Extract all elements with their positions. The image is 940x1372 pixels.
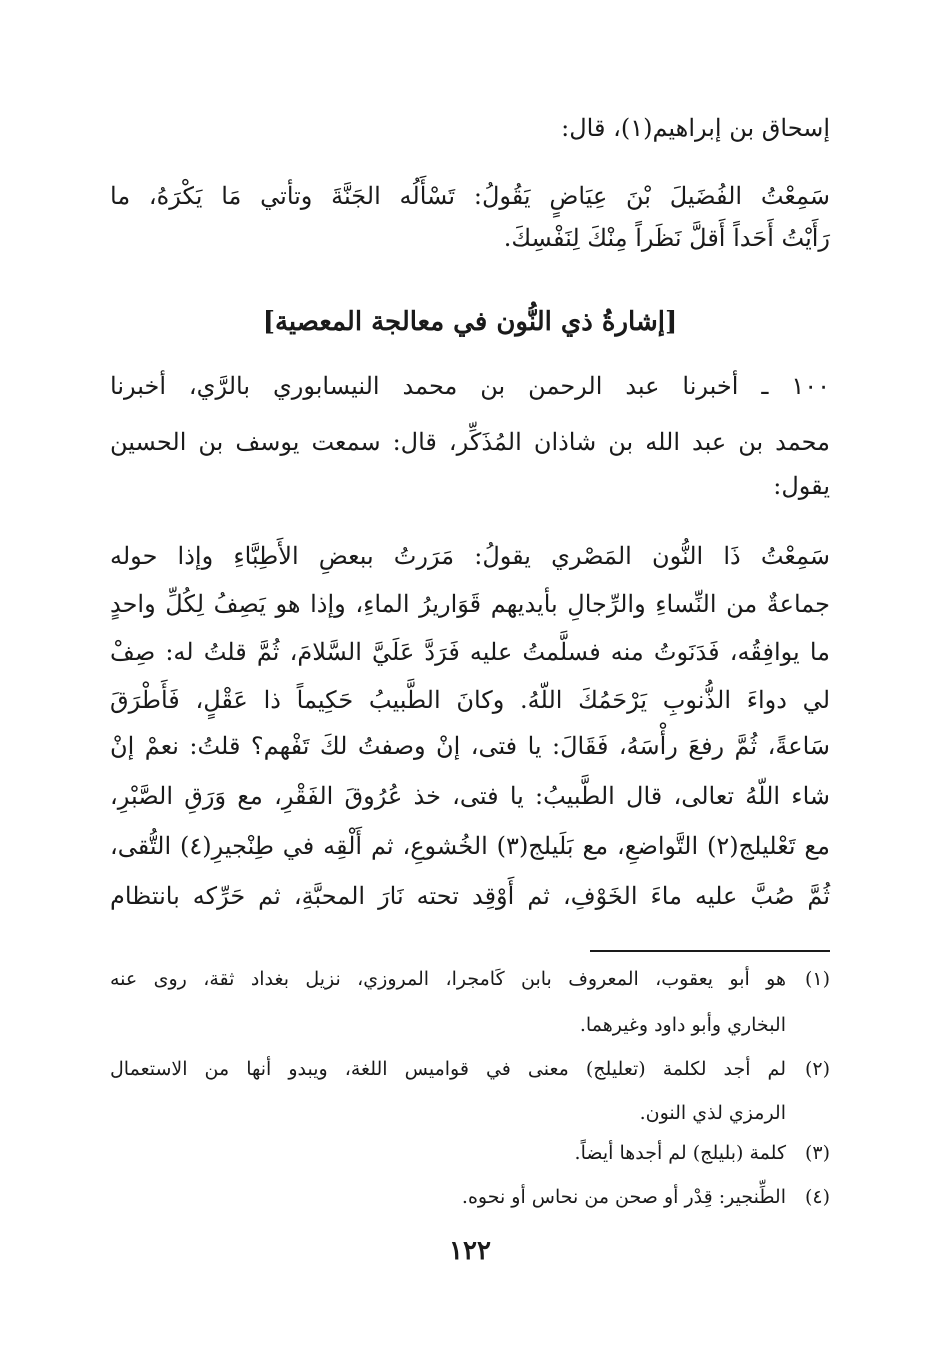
footnote-1-text: هو أبو يعقوب، المعروف بابن كَامجرا، المروزي، نزيل بغداد ثقة، روى عنه xyxy=(110,968,786,990)
quote2-line-6: شاء اللّهُ تعالى، قال الطَّبيبُ: يا فتى، خذ عُرُوقَ الفَقْرِ، مع وَرَقِ الصَّبْرِ، xyxy=(110,782,830,810)
footnote-1-number: (١) xyxy=(804,968,830,990)
quote2-line-3: ما يوافِقُه، فَدَنَوتُ منه فسلَّمتُ عليه فَرَدَّ عَلَيَّ السَّلامَ، ثُمَّ قلتُ له: صِفْ xyxy=(110,638,830,666)
page-number: ١٢٢ xyxy=(449,1236,491,1266)
quote2-line-7: مع تَعْليلج(٢) التَّواضعِ، مع بَلَيلج(٣) الخُشوعِ، ثم أَلْقِه في طِنْجيرِ(٤) التُّقى، xyxy=(110,832,831,860)
quote2-line-8: ثُمَّ صُبَّ عليه ماءَ الخَوْفِ، ثم أَوْقِد تحته نَارَ المحبَّةِ، ثم حَرِّكه بانتظام xyxy=(110,882,830,910)
quote2-line-5: سَاعةً، ثُمَّ رفعَ رأْسَهُ، فَقَالَ: يا فتى، إنْ وصفتُ لكَ تَفْهم؟ قلتُ: نعمْ إنْ xyxy=(110,732,830,760)
footnote-1-line-2: البخاري وأبو داود وغيرهما. xyxy=(579,1014,786,1036)
para100-line-2: محمد بن عبد الله بن شاذان المُذَكِّر، قال: سمعت يوسف بن الحسين xyxy=(110,428,830,456)
footnote-3-number: (٣) xyxy=(804,1142,830,1164)
section-heading: [إشارةُ ذي النُّون في معالجة المعصية] xyxy=(262,307,678,337)
intro-line: إسحاق بن إبراهيم(١)، قال: xyxy=(561,114,830,142)
para100-line-1: ١٠٠ ـ أخبرنا عبد الرحمن بن محمد النيسابوري بالرَّي، أخبرنا xyxy=(110,372,830,400)
quote1-line-1: سَمِعْتُ الفُضَيلَ بْنَ عِيَاضٍ يَقُولُ: تَسْأَلُه الجَنَّةَ وتأتي مَا يَكْرَهُ، ما xyxy=(110,182,830,210)
quote2-line-1: سَمِعْتُ ذَا النُّون المَصْري يقولُ: مَرَرتُ ببعضِ الأَطِبَّاءِ وإذا حوله xyxy=(110,542,830,570)
footnote-2-line-2: الرمزي لذي النون. xyxy=(639,1102,786,1124)
footnote-3-text: كلمة (بليلج) لم أجدها أيضاً. xyxy=(574,1142,786,1164)
quote2-line-4: لي دواءَ الذُّنوبِ يَرْحَمُكَ اللّهُ. وكانَ الطَّبيبُ حَكِيماً ذا عَقْلٍ، فَأَطْرَقَ xyxy=(110,686,830,714)
footnote-2-number: (٢) xyxy=(804,1058,830,1080)
footnote-4 xyxy=(110,1180,830,1214)
footnote-3 xyxy=(110,1136,830,1170)
footnote-1-line-1 xyxy=(110,962,830,996)
footnote-4-text: الطِّنجير: قِدْر أو صحن من نحاس أو نحوه. xyxy=(461,1186,786,1208)
footnote-4-number: (٤) xyxy=(804,1186,830,1208)
quote1-line-2: رَأَيْتُ أَحَداً أَقلَّ نَظَراً مِنْكَ لِنَفْسِكَ. xyxy=(503,224,830,252)
footnote-divider xyxy=(590,950,830,952)
para100-line-3: يقول: xyxy=(773,472,830,500)
footnote-2-line-1 xyxy=(110,1052,830,1086)
quote2-line-2: جماعةٌ من النِّساءِ والرِّجالِ بأيديهم قَوَاريرُ الماءِ، وإذا هو يَصِفُ لِكُلِّ واحدٍ xyxy=(110,590,830,618)
footnote-2-text: لم أجد لكلمة (تعليلج) معنى في قواميس اللغة، ويبدو أنها من الاستعمال xyxy=(110,1058,786,1080)
